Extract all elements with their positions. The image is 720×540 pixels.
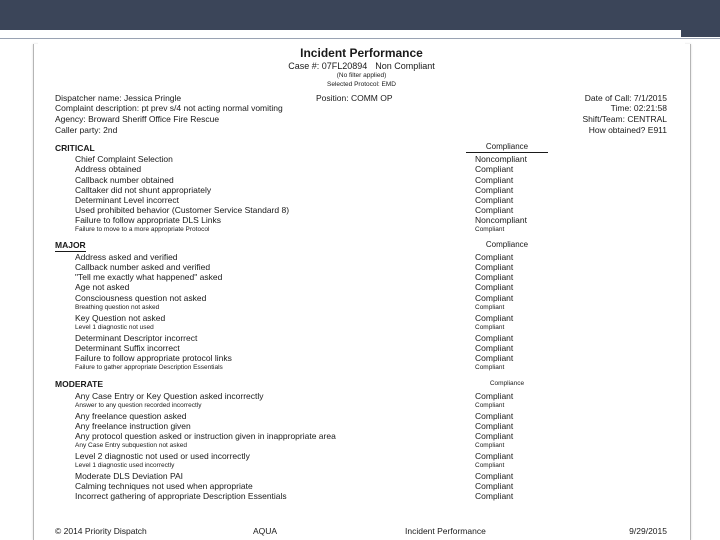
list-item-value: Compliant: [475, 343, 514, 353]
how-obtained: How obtained? E911: [588, 125, 667, 135]
list-item-value: Compliant: [475, 451, 514, 461]
list-item-label: Key Question not asked: [75, 313, 166, 323]
list-item-label: Age not asked: [75, 282, 130, 292]
section-heading-moderate: MODERATE: [55, 379, 104, 389]
list-item-label: Any freelance question asked: [75, 411, 187, 421]
list-item-label: Level 2 diagnostic not used or used incorrectly: [75, 451, 250, 461]
list-item-label: Callback number obtained: [75, 175, 174, 185]
list-item-value: Compliant: [475, 252, 514, 262]
list-item-label: "Tell me exactly what happened" asked: [75, 272, 223, 282]
compliance-heading-critical: Compliance: [466, 143, 548, 153]
complaint-description: Complaint description: pt prev s/4 not acting normal vomiting: [55, 103, 283, 113]
list-item-label: Determinant Level incorrect: [75, 195, 179, 205]
compliance-heading-moderate: Compliance: [489, 380, 525, 387]
list-item-value: Compliant: [475, 313, 514, 323]
list-item-label: Any protocol question asked or instruction given in inappropriate area: [75, 431, 336, 441]
list-item-value: Compliant: [475, 175, 514, 185]
shift-team: Shift/Team: CENTRAL: [582, 114, 667, 124]
case-status: Non Compliant: [375, 61, 435, 71]
slide-header-rule: [0, 38, 720, 39]
list-item-label: Calming techniques not used when appropriate: [75, 481, 253, 491]
list-item-value: Compliant: [475, 324, 505, 331]
list-item-value: Compliant: [475, 471, 514, 481]
list-item-value: Compliant: [475, 226, 505, 233]
caller-party: Caller party: 2nd: [55, 125, 118, 135]
list-item-value: Compliant: [475, 442, 505, 449]
list-item-label: Determinant Descriptor incorrect: [75, 333, 198, 343]
list-item-label: Any Case Entry subquestion not asked: [75, 442, 188, 449]
list-item-value: Noncompliant: [475, 154, 527, 164]
list-item-value: Compliant: [475, 304, 505, 311]
list-item-label: Address asked and verified: [75, 252, 178, 262]
list-item-label: Used prohibited behavior (Customer Service Standard 8): [75, 205, 290, 215]
incident-performance-report: [38, 40, 685, 540]
list-item-label: Any freelance instruction given: [75, 421, 191, 431]
agency: Agency: Broward Sheriff Office Fire Rescue: [55, 114, 220, 124]
footer-copyright: © 2014 Priority Dispatch: [55, 526, 147, 536]
list-item-value: Compliant: [475, 481, 514, 491]
list-item-value: Compliant: [475, 282, 514, 292]
list-item-value: Compliant: [475, 421, 514, 431]
report-title: Incident Performance: [300, 46, 423, 60]
list-item-label: Callback number asked and verified: [75, 262, 211, 272]
slide-header-accent: [681, 0, 720, 37]
list-item-label: Consciousness question not asked: [75, 293, 207, 303]
list-item-label: Failure to follow appropriate protocol links: [75, 353, 232, 363]
list-item-value: Compliant: [475, 353, 514, 363]
list-item-value: Compliant: [475, 195, 514, 205]
list-item-label: Answer to any question recorded incorrectly: [75, 402, 202, 409]
footer-date: 9/29/2015: [629, 526, 667, 536]
list-item-value: Compliant: [475, 402, 505, 409]
list-item-label: Failure to follow appropriate DLS Links: [75, 215, 221, 225]
list-item-label: Address obtained: [75, 164, 142, 174]
filter-note: (No filter applied): [336, 72, 387, 79]
dispatcher-name: Dispatcher name: Jessica Pringle: [55, 93, 182, 103]
section-heading-major: MAJOR: [55, 240, 86, 250]
list-item-value: Compliant: [475, 272, 514, 282]
footer-report-name: Incident Performance: [405, 526, 486, 536]
list-item-value: Compliant: [475, 164, 514, 174]
list-item-value: Compliant: [475, 364, 505, 371]
list-item-label: Any Case Entry or Key Question asked incorrectly: [75, 391, 264, 401]
list-item-value: Compliant: [475, 411, 514, 421]
list-item-label: Level 1 diagnostic used incorrectly: [75, 462, 175, 469]
list-item-label: Determinant Suffix incorrect: [75, 343, 180, 353]
footer-product: AQUA: [253, 526, 278, 536]
list-item-label: Breathing question not asked: [75, 304, 160, 311]
case-line: [38, 62, 685, 71]
list-item-label: Moderate DLS Deviation PAI: [75, 471, 184, 481]
list-item-label: Level 1 diagnostic not used: [75, 324, 154, 331]
position: Position: COMM OP: [316, 93, 393, 103]
list-item-value: Compliant: [475, 431, 514, 441]
compliance-heading-major: Compliance: [485, 240, 529, 249]
call-time: Time: 02:21:58: [610, 103, 667, 113]
case-number: Case #: 07FL20894: [288, 61, 368, 71]
list-item-label: Failure to move to a more appropriate Protocol: [75, 226, 210, 233]
list-item-value: Compliant: [475, 462, 505, 469]
list-item-value: Compliant: [475, 333, 514, 343]
list-item-value: Compliant: [475, 205, 514, 215]
date-of-call: Date of Call: 7/1/2015: [584, 93, 667, 103]
protocol-note: Selected Protocol: EMD: [326, 81, 396, 88]
list-item-value: Compliant: [475, 391, 514, 401]
list-item-label: Calltaker did not shunt appropriately: [75, 185, 212, 195]
list-item-label: Incorrect gathering of appropriate Description Essentials: [75, 491, 287, 501]
list-item-label: Chief Complaint Selection: [75, 154, 173, 164]
slide-header-bar: [0, 0, 720, 30]
section-heading-critical: CRITICAL: [55, 143, 95, 153]
list-item-label: Failure to gather appropriate Description Essentials: [75, 364, 223, 371]
list-item-value: Compliant: [475, 262, 514, 272]
list-item-value: Noncompliant: [475, 215, 527, 225]
list-item-value: Compliant: [475, 491, 514, 501]
list-item-value: Compliant: [475, 293, 514, 303]
list-item-value: Compliant: [475, 185, 514, 195]
